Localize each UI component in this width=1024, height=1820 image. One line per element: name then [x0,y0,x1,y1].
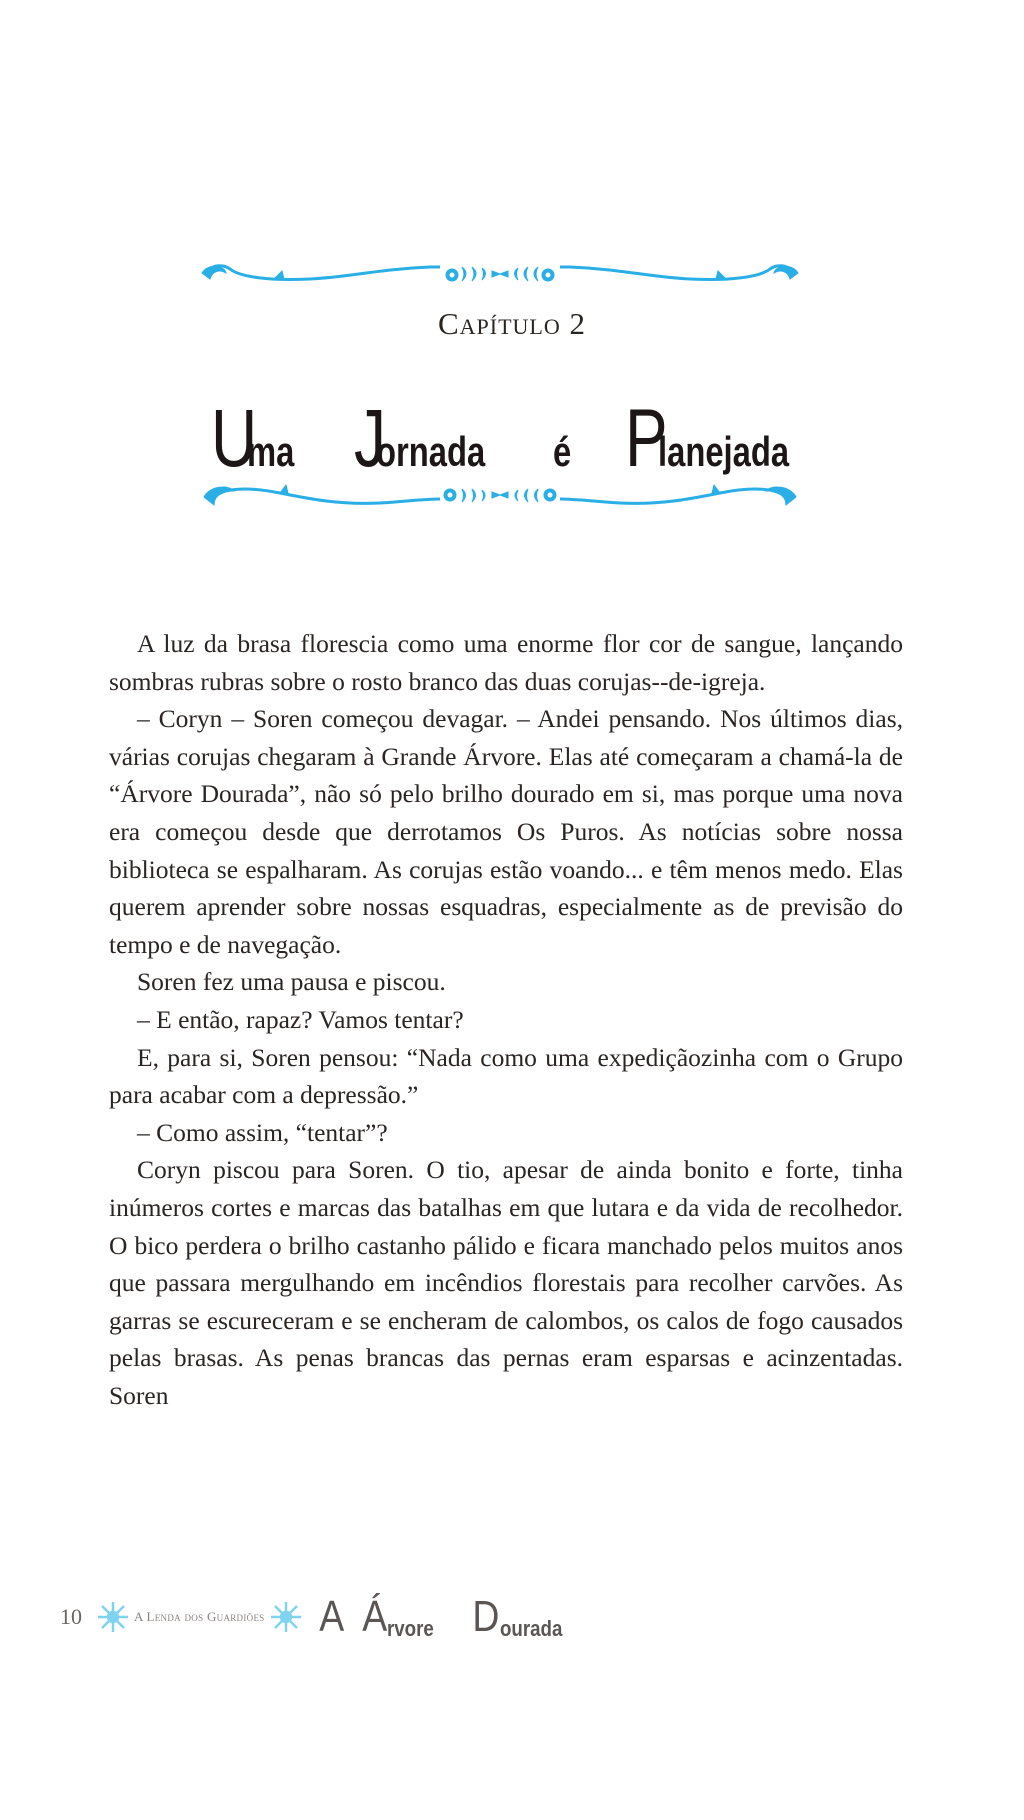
snowflake-icon [96,1600,130,1634]
chapter-title [0,392,1024,486]
bottom-flourish-ornament [200,475,800,515]
paragraph: Coryn piscou para Soren. O tio, apesar de ainda bonito e forte, tinha inúmeros cortes e marcas das batalhas em que lutara e da vida de recolhedor. O bico perdera o brilho castanho pálido e ficara manchado pelos muitos anos que passara mergulhando em incêndios florestais para recolher carvões. As garras se escureceram e se encheram de calombos, os calos de fogo causados pelas brasas. As penas brancas das pernas eram esparsas e acinzentadas. Soren [109,1155,903,1410]
book-title: A Á rvore D ourada [318,1592,563,1641]
paragraph: – Coryn – Soren começou devagar. – Andei pensando. Nos últimos dias, várias corujas chegaram à Grande Árvore. Elas até começaram a chamá-la de “Árvore Dourada”, não só pelo brilho dourado em si, mas porque uma nova era começou desde que derrotamos Os Puros. As notícias sobre nossa biblioteca se espalharam. As corujas estão voando... e têm menos medo. Elas querem aprender sobre nossas esquadras, especialmente as de previsão do tempo e de navegação. [109,704,903,959]
paragraph: E, para si, Soren pensou: “Nada como uma expediçãozinha com o Grupo para acabar com a depressão.” [109,1042,903,1110]
title-word: é [552,428,572,475]
chapter-body [109,625,903,1414]
paragraph: – Como assim, “tentar”? [137,1117,388,1147]
title-word: Planejada [625,393,789,484]
paragraph: Soren fez uma pausa e piscou. [137,967,446,997]
flourish-icon [200,255,800,295]
paragraph: – E então, rapaz? Vamos tentar? [137,1004,464,1034]
chapter-label: Capítulo 2 [437,306,587,341]
title-word: Jornada [353,393,486,484]
page-number: 10 [60,1604,82,1629]
page-footer [60,1592,573,1642]
flourish-icon [200,475,800,515]
top-flourish-ornament [200,255,800,295]
snowflake-icon [269,1600,303,1634]
series-title: A Lenda dos Guardiões [134,1609,265,1624]
paragraph: A luz da brasa florescia como uma enorme flor cor de sangue, lançando sombras rubras sobre o rosto branco das duas corujas--de-igreja. [109,629,903,696]
title-word: Uma [211,393,295,484]
